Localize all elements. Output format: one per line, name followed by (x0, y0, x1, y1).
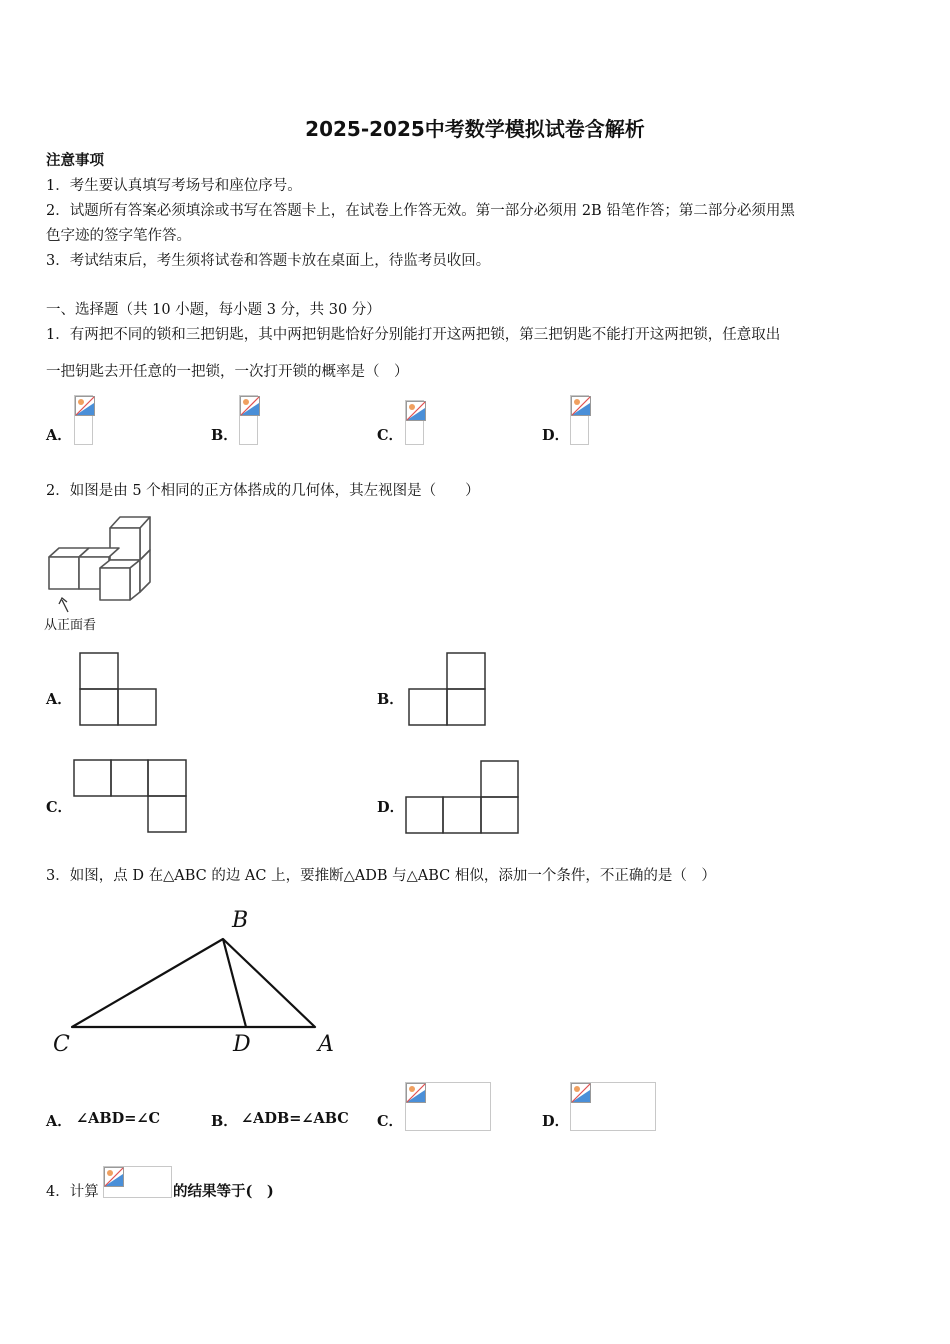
q1-option-b-label: B． (211, 427, 238, 444)
notice-item-2: 2．试题所有答案必须填涂或书写在答题卡上，在试卷上作答无效。第一部分必须用 2B 铅笔作答；第二部分必须用黑 (46, 203, 795, 219)
q1-option-c-label: C． (377, 427, 404, 444)
q3-option-c-label: C． (377, 1113, 404, 1130)
q4-stem-suffix: 的结果等于( ) (173, 1183, 274, 1200)
page-title: 2025-2025中考数学模拟试卷含解析 (305, 117, 645, 141)
broken-image-icon (571, 1083, 591, 1103)
notice-item-2-cont: 色字迹的签字笔作答。 (46, 228, 191, 244)
q2-stem: 2．如图是由 5 个相同的正方体搭成的几何体，其左视图是（ ） (46, 483, 480, 499)
q3-option-c-image[interactable] (405, 1082, 491, 1131)
q3-stem: 3．如图，点 D 在△ABC 的边 AC 上，要推断△ADB 与△ABC 相似，添加一个条件，不正确的是（ ） (46, 868, 716, 884)
q2-option-c-label: C． (46, 799, 73, 816)
q3-point-c-label: C (53, 1032, 70, 1057)
q4-stem-prefix: 4．计算 (46, 1184, 99, 1200)
q3-option-d-label: D． (542, 1113, 570, 1130)
notice-heading: 注意事项 (46, 152, 104, 169)
q1-option-d-label: D． (542, 427, 570, 444)
q3-option-b-label: B． (211, 1113, 238, 1130)
broken-image-icon (104, 1167, 124, 1187)
q3-option-a-text[interactable]: ∠ABD=∠C (76, 1110, 161, 1127)
notice-item-1: 1．考生要认真填写考场号和座位序号。 (46, 178, 302, 194)
q3-point-b-label: B (232, 908, 249, 933)
q2-figure-caption: 从正面看 (44, 618, 97, 633)
q3-option-a-label: A． (46, 1113, 72, 1130)
q3-point-d-label: D (233, 1032, 251, 1057)
q1-stem-line1: 1．有两把不同的锁和三把钥匙，其中两把钥匙恰好分别能打开这两把锁，第三把钥匙不能打开这两把锁，任意取出 (46, 327, 781, 343)
broken-image-icon (406, 1083, 426, 1103)
q2-option-a-label: A． (46, 691, 72, 708)
q3-option-d-image[interactable] (570, 1082, 656, 1131)
q1-stem-line2: 一把钥匙去开任意的一把锁，一次打开锁的概率是（ ） (46, 364, 409, 380)
section-heading: 一、选择题（共 10 小题，每小题 3 分，共 30 分） (46, 302, 381, 318)
q3-option-b-text[interactable]: ∠ADB=∠ABC (241, 1110, 349, 1127)
q2-option-d-label: D． (377, 799, 405, 816)
q4-expression-image (103, 1166, 172, 1198)
notice-item-3: 3．考试结束后，考生须将试卷和答题卡放在桌面上，待监考员收回。 (46, 253, 491, 269)
q2-option-b-label: B． (377, 691, 404, 708)
q3-point-a-label: A (318, 1032, 334, 1057)
q1-option-a-label: A． (46, 427, 72, 444)
